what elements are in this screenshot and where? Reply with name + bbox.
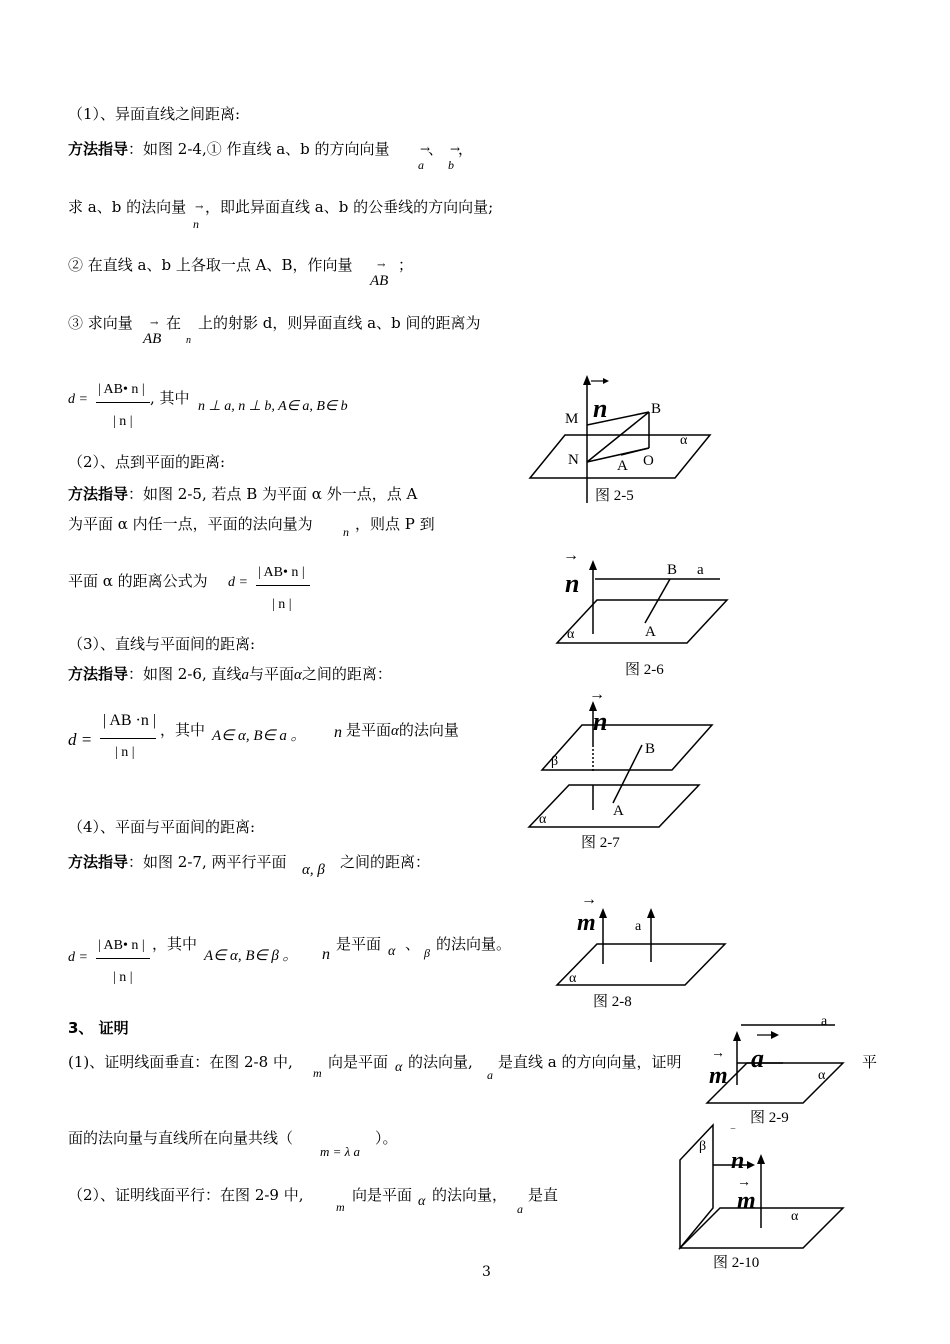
label-a-line: a <box>821 1014 828 1029</box>
arrow-b-icon: → <box>450 142 461 156</box>
label-B: B <box>651 401 662 417</box>
caption: 图 2-10 <box>713 1255 760 1271</box>
proof-p1-end: ）。 <box>375 1129 398 1147</box>
section4-n-tail: 的法向量。 <box>436 935 512 953</box>
guide-post: 之间的距离： <box>301 665 392 683</box>
section2-line2-post: ，则点 P 到 <box>355 515 435 533</box>
formula2-num: | AB• n | <box>258 565 305 580</box>
label-N: N <box>568 452 579 468</box>
proof-p1-a: a <box>487 1068 493 1082</box>
guide-label: 方法指导 <box>68 853 129 871</box>
formula3-num: | AB ·n | <box>103 712 157 729</box>
section4-n-sep: 、 <box>405 935 421 953</box>
guide-text: ：如图 2-4,① 作直线 a、b 的方向向量 <box>128 140 390 158</box>
label-a-vec: a <box>751 1044 764 1073</box>
plane-alpha <box>557 600 727 643</box>
arrow-up-icon <box>589 560 597 570</box>
figure-2-6 <box>555 548 735 683</box>
caption: 图 2-8 <box>593 994 632 1010</box>
section4-n-desc: 是平面 <box>336 935 382 953</box>
label-m: m <box>577 910 596 936</box>
vec-n: n <box>193 217 199 231</box>
caption: 图 2-9 <box>750 1110 789 1126</box>
caption: 图 2-5 <box>595 488 634 504</box>
section4-guide-ab: α, β <box>302 862 325 878</box>
proof-p2-a: a <box>517 1202 523 1216</box>
formula1-where: , 其中 <box>150 389 190 407</box>
proof-heading: 3、 证明 <box>68 1019 129 1037</box>
formula2-den: | n | <box>272 597 292 612</box>
proof-p1-far: 平 <box>862 1053 878 1071</box>
section1-heading: （1）、异面直线之间距离: <box>68 105 241 123</box>
arrow-up-icon <box>733 1031 741 1041</box>
section1-guide <box>68 139 390 159</box>
proof-p1-mid3: 是直线 a 的方向向量，证明 <box>498 1053 682 1071</box>
arrow-up-icon <box>757 1154 765 1164</box>
label-B: B <box>645 741 656 757</box>
label-beta: β <box>699 1139 707 1154</box>
section3-cond: A∈ α, B∈ a 。 <box>212 728 306 744</box>
section4-heading: （4）、平面与平面间的距离: <box>68 818 256 836</box>
vec-arrow-icon: → <box>711 1046 725 1061</box>
vec-arrow-icon: → <box>589 686 605 703</box>
formula1-cond: n ⊥ a, n ⊥ b, A∈ a, B∈ b <box>198 399 348 414</box>
proof-p1-mid2: 的法向量, <box>408 1053 473 1071</box>
label-alpha: α <box>791 1209 799 1224</box>
vec-arrow-icon: → <box>563 547 579 564</box>
vec-ab: AB <box>370 273 389 289</box>
plane-alpha <box>557 944 725 985</box>
plane-beta <box>542 725 712 770</box>
guide-label: 方法指导 <box>68 140 129 158</box>
tail1: ， <box>458 140 474 158</box>
label-A: A <box>645 624 656 640</box>
section1-line3-pre: ② 在直线 a、b 上各取一点 A、B，作向量 <box>68 256 353 274</box>
figure-2-9 <box>705 1015 845 1130</box>
label-alpha: α <box>567 627 575 642</box>
section4-guide-post: 之间的距离： <box>340 853 431 871</box>
proof-p2-pre: （2）、证明线面平行：在图 2-9 中, <box>68 1186 304 1204</box>
vec-n-2: n <box>186 335 191 346</box>
label-n: n <box>593 394 608 423</box>
vec-ab-2: AB <box>143 331 162 347</box>
guide-a: a <box>241 667 249 683</box>
figure-2-5 <box>525 375 715 505</box>
label-n: n <box>565 569 580 598</box>
section4-cond: A∈ α, B∈ β 。 <box>204 948 298 964</box>
formula1-num: | AB• n | <box>98 382 145 397</box>
figure-2-8 <box>555 892 725 1012</box>
arrow-n-icon: → <box>195 202 204 213</box>
guide-text: ：如图 2-6, 直线 <box>128 665 242 683</box>
section4-n: n <box>322 946 330 963</box>
section3-n-desc: 是平面α的法向量 <box>346 721 459 739</box>
label-A: A <box>617 458 628 474</box>
label-alpha: α <box>818 1068 826 1083</box>
label-O: O <box>643 453 654 469</box>
label-alpha: α <box>680 433 688 448</box>
section1-line4-pre: ③ 求向量 <box>68 314 133 332</box>
formula4-den: | n | <box>113 970 133 985</box>
label-m: m <box>737 1188 756 1214</box>
label-alpha: α <box>569 971 577 986</box>
formula3-den: | n | <box>115 745 135 760</box>
label-a: a <box>635 919 642 934</box>
proof-p1-line2: 面的法向量与直线所在向量共线（ <box>68 1129 294 1147</box>
guide-text: ：如图 2-7, 两平行平面 <box>128 853 287 871</box>
label-M: M <box>565 411 579 427</box>
label-m: m <box>709 1063 728 1089</box>
vec-arrow-icon: ‾ <box>731 1127 735 1141</box>
section2-line2: 为平面 α 内任一点，平面的法向量为 <box>68 515 313 533</box>
arrow-up-icon-2 <box>647 908 655 918</box>
formula1-bar <box>96 402 150 403</box>
formula1-lhs: d = <box>68 392 88 407</box>
arrow-up-icon <box>599 908 607 918</box>
proof-p1-mid: 向是平面 <box>328 1053 389 1071</box>
label-n: n <box>593 707 608 736</box>
arrow-right-icon <box>747 1161 755 1169</box>
guide-label: 方法指导 <box>68 485 129 503</box>
formula2-bar <box>256 585 310 586</box>
label-n: n <box>731 1148 745 1174</box>
vec-a: a <box>418 158 424 172</box>
proof-p2-mid2: 的法向量， <box>432 1186 508 1204</box>
formula3-bar <box>100 738 156 739</box>
guide-mid: 与平面 <box>248 665 294 683</box>
arrow-right-icon <box>603 378 609 384</box>
formula4-num: | AB• n | <box>98 938 145 953</box>
section1-line2-post: ，即此异面直线 a、b 的公垂线的方向向量; <box>205 198 494 216</box>
proof-p2-alpha: α <box>418 1194 426 1209</box>
arrow-ab2-icon: → <box>150 318 159 329</box>
guide-alpha: α <box>294 667 302 683</box>
vec-b: b <box>448 158 454 172</box>
guide-text: ：如图 2-5, 若点 B 为平面 α 外一点，点 A <box>128 485 418 503</box>
section1-line2-pre: 求 a、b 的法向量 <box>68 198 187 216</box>
section1-line3-post: ； <box>398 256 414 274</box>
label-B: B <box>667 562 678 578</box>
section4-n-beta: β <box>424 946 430 960</box>
section4-n-alpha: α <box>388 944 396 959</box>
proof-p1-m: m <box>313 1066 322 1080</box>
formula4-bar <box>96 958 150 959</box>
guide-label: 方法指导 <box>68 665 129 683</box>
figure-2-10 <box>675 1120 850 1275</box>
arrow-right-icon <box>771 1031 779 1039</box>
section4-guide <box>68 852 286 872</box>
proof-p1-pre: (1)、证明线面垂直：在图 2-8 中, <box>68 1053 293 1071</box>
seg-AB <box>613 745 642 803</box>
caption: 图 2-6 <box>625 662 664 678</box>
section3-where: ，其中 <box>160 721 206 739</box>
section4-where: ，其中 <box>152 935 198 953</box>
section2-vec-n: n <box>343 525 349 539</box>
section1-line4-mid2: 上的射影 d，则异面直线 a、b 间的距离为 <box>198 314 481 332</box>
section2-line3: 平面 α 的距离公式为 <box>68 572 208 590</box>
arrow-ab-icon: → <box>377 260 386 271</box>
seg-AB <box>645 579 670 623</box>
section2-heading: （2）、点到平面的距离: <box>68 453 226 471</box>
vec-arrow-icon: → <box>581 891 597 908</box>
label-alpha: α <box>539 812 547 827</box>
section1-line4-mid1: 在 <box>166 314 182 332</box>
proof-p2-end: 是直 <box>528 1186 559 1204</box>
proof-p2-mid: 向是平面 <box>352 1186 413 1204</box>
formula3-lhs: d = <box>68 730 93 749</box>
section3-n: n <box>334 724 342 741</box>
label-A: A <box>613 803 624 819</box>
formula1-den: | n | <box>113 414 133 429</box>
figure-2-7 <box>527 685 727 855</box>
arrow-up-icon <box>583 375 591 385</box>
vec-arrow-icon-2: → <box>737 1175 751 1190</box>
section3-guide <box>68 664 392 685</box>
section3-heading: （3）、直线与平面间的距离: <box>68 635 256 653</box>
proof-p1-eq: m = λ a <box>320 1144 361 1159</box>
section2-guide <box>68 484 417 504</box>
plane-beta <box>680 1125 713 1248</box>
sep1: 、 <box>428 140 444 158</box>
proof-p2-m: m <box>336 1200 345 1214</box>
page-number: 3 <box>482 1264 491 1280</box>
label-a: a <box>697 562 704 578</box>
proof-p1-alpha: α <box>395 1060 403 1075</box>
formula4-lhs: d = <box>68 950 88 965</box>
label-beta: β <box>551 754 559 769</box>
caption: 图 2-7 <box>581 835 620 851</box>
formula2-lhs: d = <box>228 575 248 590</box>
arrow-a-icon: → <box>420 142 431 156</box>
